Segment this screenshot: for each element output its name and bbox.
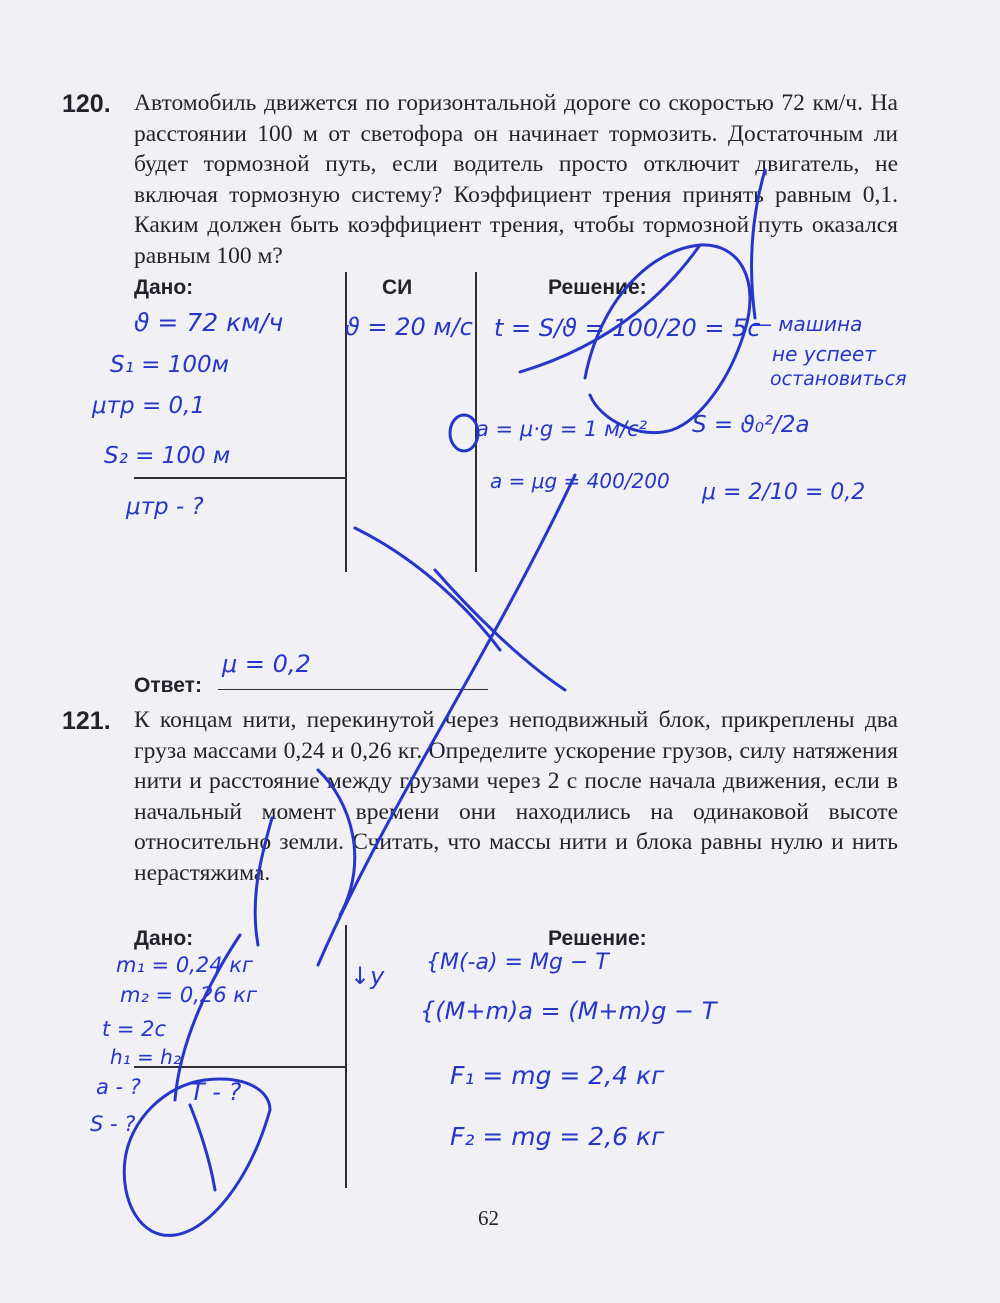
hw-120-si: ϑ = 20 м/с (345, 313, 473, 341)
problem-120-si-label: СИ (382, 276, 413, 299)
hw-120-solution-1: t = S/ϑ = 100/20 = 5с (494, 314, 761, 342)
hw-121-eq-4: F₂ = mg = 2,6 кг (450, 1122, 665, 1151)
hw-120-given-1: ϑ = 72 км/ч (134, 308, 284, 337)
hw-120-note-2: не успеет (772, 342, 876, 366)
hw-120-given-4: S₂ = 100 м (104, 443, 231, 469)
pen-scribble-stroke-9 (190, 1105, 215, 1190)
problem-120-number: 120. (62, 90, 111, 118)
problem-121-solution-label: Решение: (548, 927, 647, 950)
hw-120-solution-3: a = μg = 400/200 (490, 469, 670, 493)
hw-121-given-3: t = 2с (102, 1017, 167, 1041)
hw-121-given-6: T - ? (190, 1078, 242, 1106)
hw-120-note-3: остановиться (770, 368, 907, 390)
hw-120-solution-4: μ = 2/10 = 0,2 (702, 480, 866, 505)
problem-120-text: Автомобиль движется по горизонтальной дороге со скоростью 72 км/ч. На расстоянии 100 м от светофора он начинает тормозить. Достаточным ли будет тормозной путь, если водитель просто отключит двигатель, не включая тормозную систему? Коэффициент трения принять равным 0,1. Каким должен быть коэффициент трения, чтобы тормозной путь оказался равным 100 м? (134, 90, 898, 269)
problem-121-text: К концам нити, перекинутой через неподвижный блок, прикреплены два груза массами 0,24 и 0,26 кг. Определите ускорение грузов, силу натяжения нити и расстояние между грузами через 2 с после начала движения, если в начальный момент времени они находились на одинаковой высоте относительно земли. Считать, что массы нити и блока равны нулю и нить нерастяжима. (134, 707, 898, 886)
pen-scribble-stroke-7 (255, 818, 272, 945)
pen-scribble-o (450, 415, 478, 451)
problem-120-solution-label: Решение: (548, 276, 647, 299)
pen-scribble-stroke-5 (435, 570, 565, 690)
pen-scribble-stroke-6 (318, 770, 355, 915)
hw-120-solution-2: a = μ·g = 1 м/с² (476, 417, 648, 441)
problem-121-given-label: Дано: (134, 927, 194, 950)
hw-120-formula: S = ϑ₀²/2a (692, 412, 810, 438)
hw-121-eq-3: F₁ = mg = 2,4 кг (450, 1061, 665, 1090)
hw-121-given-4: h₁ = h₂ (110, 1045, 181, 1069)
problem-120-answer-label: Ответ: (134, 674, 202, 697)
hw-121-given-7: S - ? (90, 1112, 136, 1136)
pen-scribble-stroke-8 (175, 935, 240, 1100)
pen-scribble-stroke-1 (752, 170, 765, 318)
pen-scribble-stroke-4 (355, 528, 500, 650)
problem-120-given-label: Дано: (134, 276, 194, 299)
problem-121-number: 121. (62, 707, 111, 735)
page-number: 62 (478, 1206, 499, 1230)
hw-121-eq-1: {M(-a) = Mg − T (426, 950, 609, 975)
hw-120-note-1: — машина (752, 312, 863, 336)
hw-121-given-2: m₂ = 0,26 кг (120, 983, 257, 1007)
hw-121-eq-2: {(M+m)a = (M+m)g − T (420, 997, 717, 1025)
hw-121-axis: ↓y (350, 962, 385, 990)
pen-scribble-loop-bottom (124, 1079, 270, 1235)
hw-120-given-3: μтр = 0,1 (92, 393, 206, 419)
hw-120-given-2: S₁ = 100м (110, 352, 229, 378)
hw-120-answer: μ = 0,2 (222, 650, 311, 678)
hw-121-given-5: a - ? (96, 1075, 141, 1099)
hw-120-given-5: μтр - ? (126, 494, 204, 520)
hw-121-given-1: m₁ = 0,24 кг (116, 953, 253, 977)
pen-scribble-loop-top (585, 245, 750, 433)
pen-scribble-stroke-3 (318, 475, 575, 965)
